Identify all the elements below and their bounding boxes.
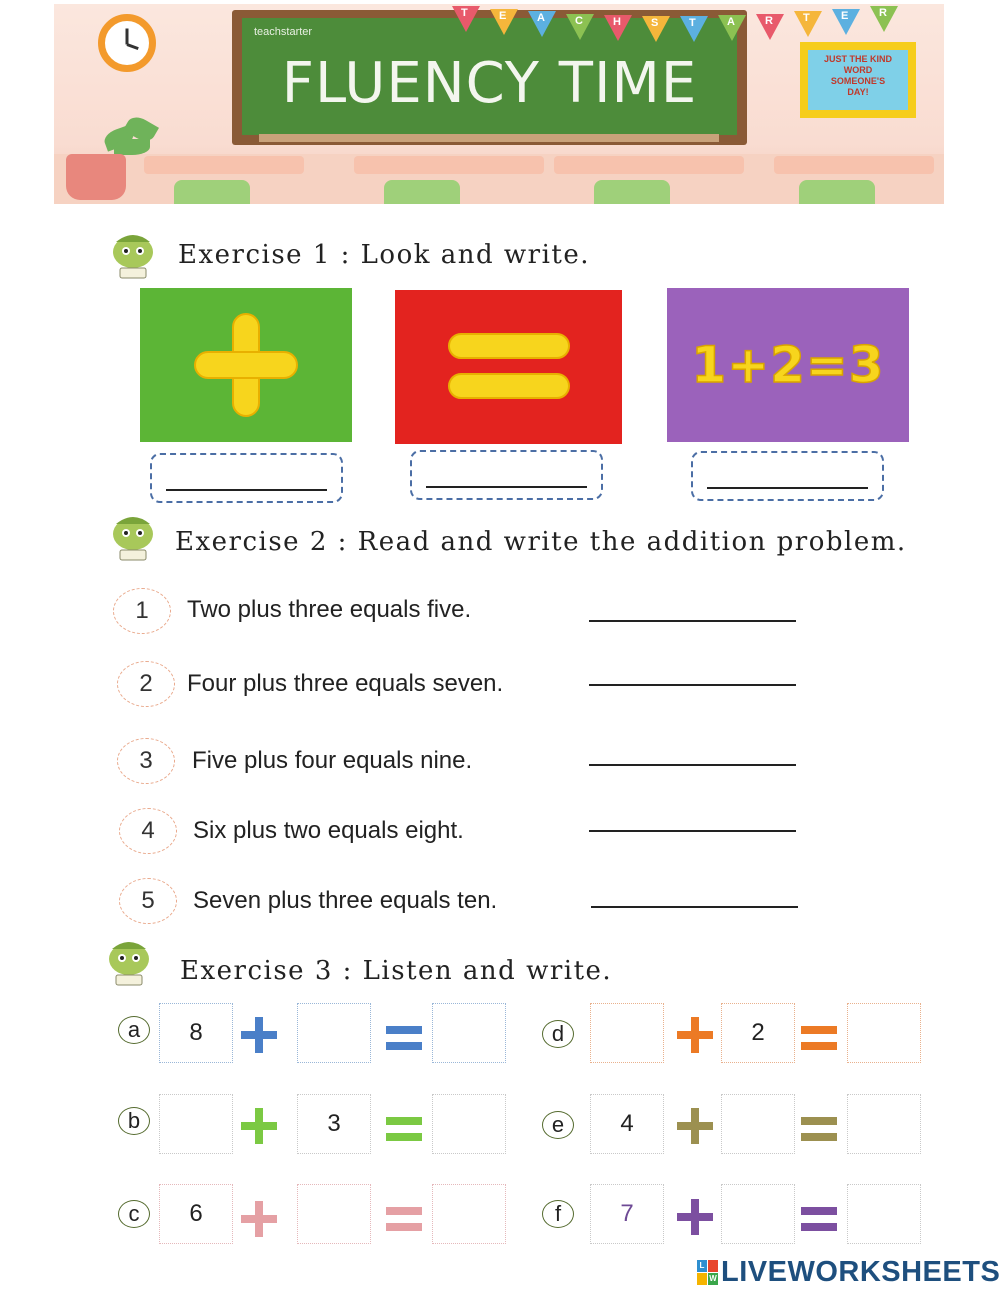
plus-icon [239,1015,279,1055]
plus-icon [239,1106,279,1146]
kindness-poster-art [808,50,908,110]
bunting-flag [604,15,632,41]
mascot-icon [104,228,162,282]
bunting-flag [680,16,708,42]
answer-box-1[interactable] [150,453,343,503]
bunting-flag [490,9,518,35]
addend-box[interactable]: 7 [590,1184,664,1244]
write-line-1[interactable] [589,620,796,622]
equals-sign-icon [447,332,571,402]
chair [799,180,875,204]
equals-card [395,290,622,444]
plus-icon [675,1015,715,1055]
item-number-4: 4 [119,808,177,854]
item-letter-e: e [542,1111,574,1139]
write-line-3[interactable] [589,764,796,766]
liveworksheets-logo [697,1256,1000,1289]
bunting-letter: A [727,16,735,29]
bunting-letter: R [879,7,887,19]
mascot-icon [100,935,158,989]
equals-icon [384,1199,424,1239]
sentence-1: Two plus three equals five. [187,596,472,623]
bunting-letter: E [499,9,507,22]
item-letter-d: d [542,1020,574,1048]
plus-icon [239,1199,279,1239]
sentence-2: Four plus three equals seven. [187,670,504,697]
bunting-flag [528,11,556,37]
equals-icon [384,1018,424,1058]
plant-icon [104,119,164,159]
mark-letter: W [709,1273,717,1283]
addend-box[interactable] [159,1094,233,1154]
banner [54,4,944,204]
bunting-letter: R [765,14,773,27]
bunting-letter: C [575,14,583,27]
plus-card [140,288,352,442]
answer-line [426,486,587,488]
footer-brand: LIVEWORKSHEETS [721,1256,1000,1288]
desk [354,156,544,174]
desk [144,156,304,174]
write-line-4[interactable] [589,830,796,832]
page-title: FLUENCY TIME [281,51,698,116]
addend-box[interactable]: 2 [721,1003,795,1063]
plus-icon [675,1106,715,1146]
addend-box[interactable] [297,1184,371,1244]
sum-box[interactable] [847,1184,921,1244]
item-letter-c: c [118,1200,150,1228]
write-line-5[interactable] [591,906,798,908]
sum-box[interactable] [432,1184,506,1244]
sum-box[interactable] [847,1003,921,1063]
addend-box[interactable] [297,1003,371,1063]
brand-label: teachstarter [254,26,313,38]
exercise-3-title: Exercise 3 : Listen and write. [180,956,613,986]
plus-icon [675,1197,715,1237]
item-letter-b: b [118,1107,150,1135]
plant-pot [66,154,126,200]
bunting-letter: A [537,12,545,25]
bunting-flag [566,14,594,40]
equation-example: 1+2=3 [691,336,885,394]
mascot-icon [104,510,162,564]
equals-icon [384,1109,424,1149]
addend-box[interactable] [590,1003,664,1063]
sentence-3: Five plus four equals nine. [192,747,473,774]
poster-line: SOMEONE'S [830,76,886,86]
answer-box-2[interactable] [410,450,603,500]
exercise-2-title: Exercise 2 : Read and write the addition problem. [175,527,907,557]
bunting-flag [794,11,822,37]
sum-box[interactable] [847,1094,921,1154]
write-line-2[interactable] [589,684,796,686]
sum-box[interactable] [432,1003,506,1063]
clock-icon [98,14,156,72]
item-number-5: 5 [119,878,177,924]
equals-icon [799,1109,839,1149]
poster-line: DAY! [847,87,869,97]
bunting-flag [452,6,480,32]
answer-box-3[interactable] [691,451,884,501]
liveworksheets-mark-icon [697,1260,719,1286]
plus-sign-icon [191,310,301,420]
bunting-letter: H [613,16,621,29]
addend-box[interactable]: 8 [159,1003,233,1063]
addend-box[interactable] [721,1094,795,1154]
item-letter-a: a [118,1016,150,1044]
sentence-4: Six plus two equals eight. [193,817,464,844]
equals-icon [799,1199,839,1239]
addend-box[interactable] [721,1184,795,1244]
equals-icon [799,1018,839,1058]
bunting-letter: S [651,16,659,29]
addend-box[interactable]: 6 [159,1184,233,1244]
bunting-flag [756,14,784,40]
item-number-3: 3 [117,738,175,784]
chair [174,180,250,204]
bunting-letter: T [689,16,696,29]
item-number-2: 2 [117,661,175,707]
chair [384,180,460,204]
answer-line [166,489,327,491]
bunting-flag [832,9,860,35]
sum-box[interactable] [432,1094,506,1154]
poster-line: JUST THE KIND [823,54,892,64]
addend-box[interactable]: 3 [297,1094,371,1154]
item-number-1: 1 [113,588,171,634]
poster-line: WORD [843,65,873,75]
exercise-1-title: Exercise 1 : Look and write. [178,240,591,270]
addend-box[interactable]: 4 [590,1094,664,1154]
item-letter-f: f [542,1200,574,1228]
desk [554,156,744,174]
bunting-flag [870,6,898,32]
bunting-letter: T [461,7,468,19]
desk [774,156,934,174]
sentence-5: Seven plus three equals ten. [193,887,498,914]
bunting-flag [642,16,670,42]
chalk-tray [259,134,719,142]
bunting-letter: E [841,9,849,22]
equation-card [667,288,909,442]
bunting-letter: T [803,12,810,25]
chair [594,180,670,204]
bunting-flag [718,15,746,41]
answer-line [707,487,868,489]
mark-letter: L [697,1260,707,1272]
